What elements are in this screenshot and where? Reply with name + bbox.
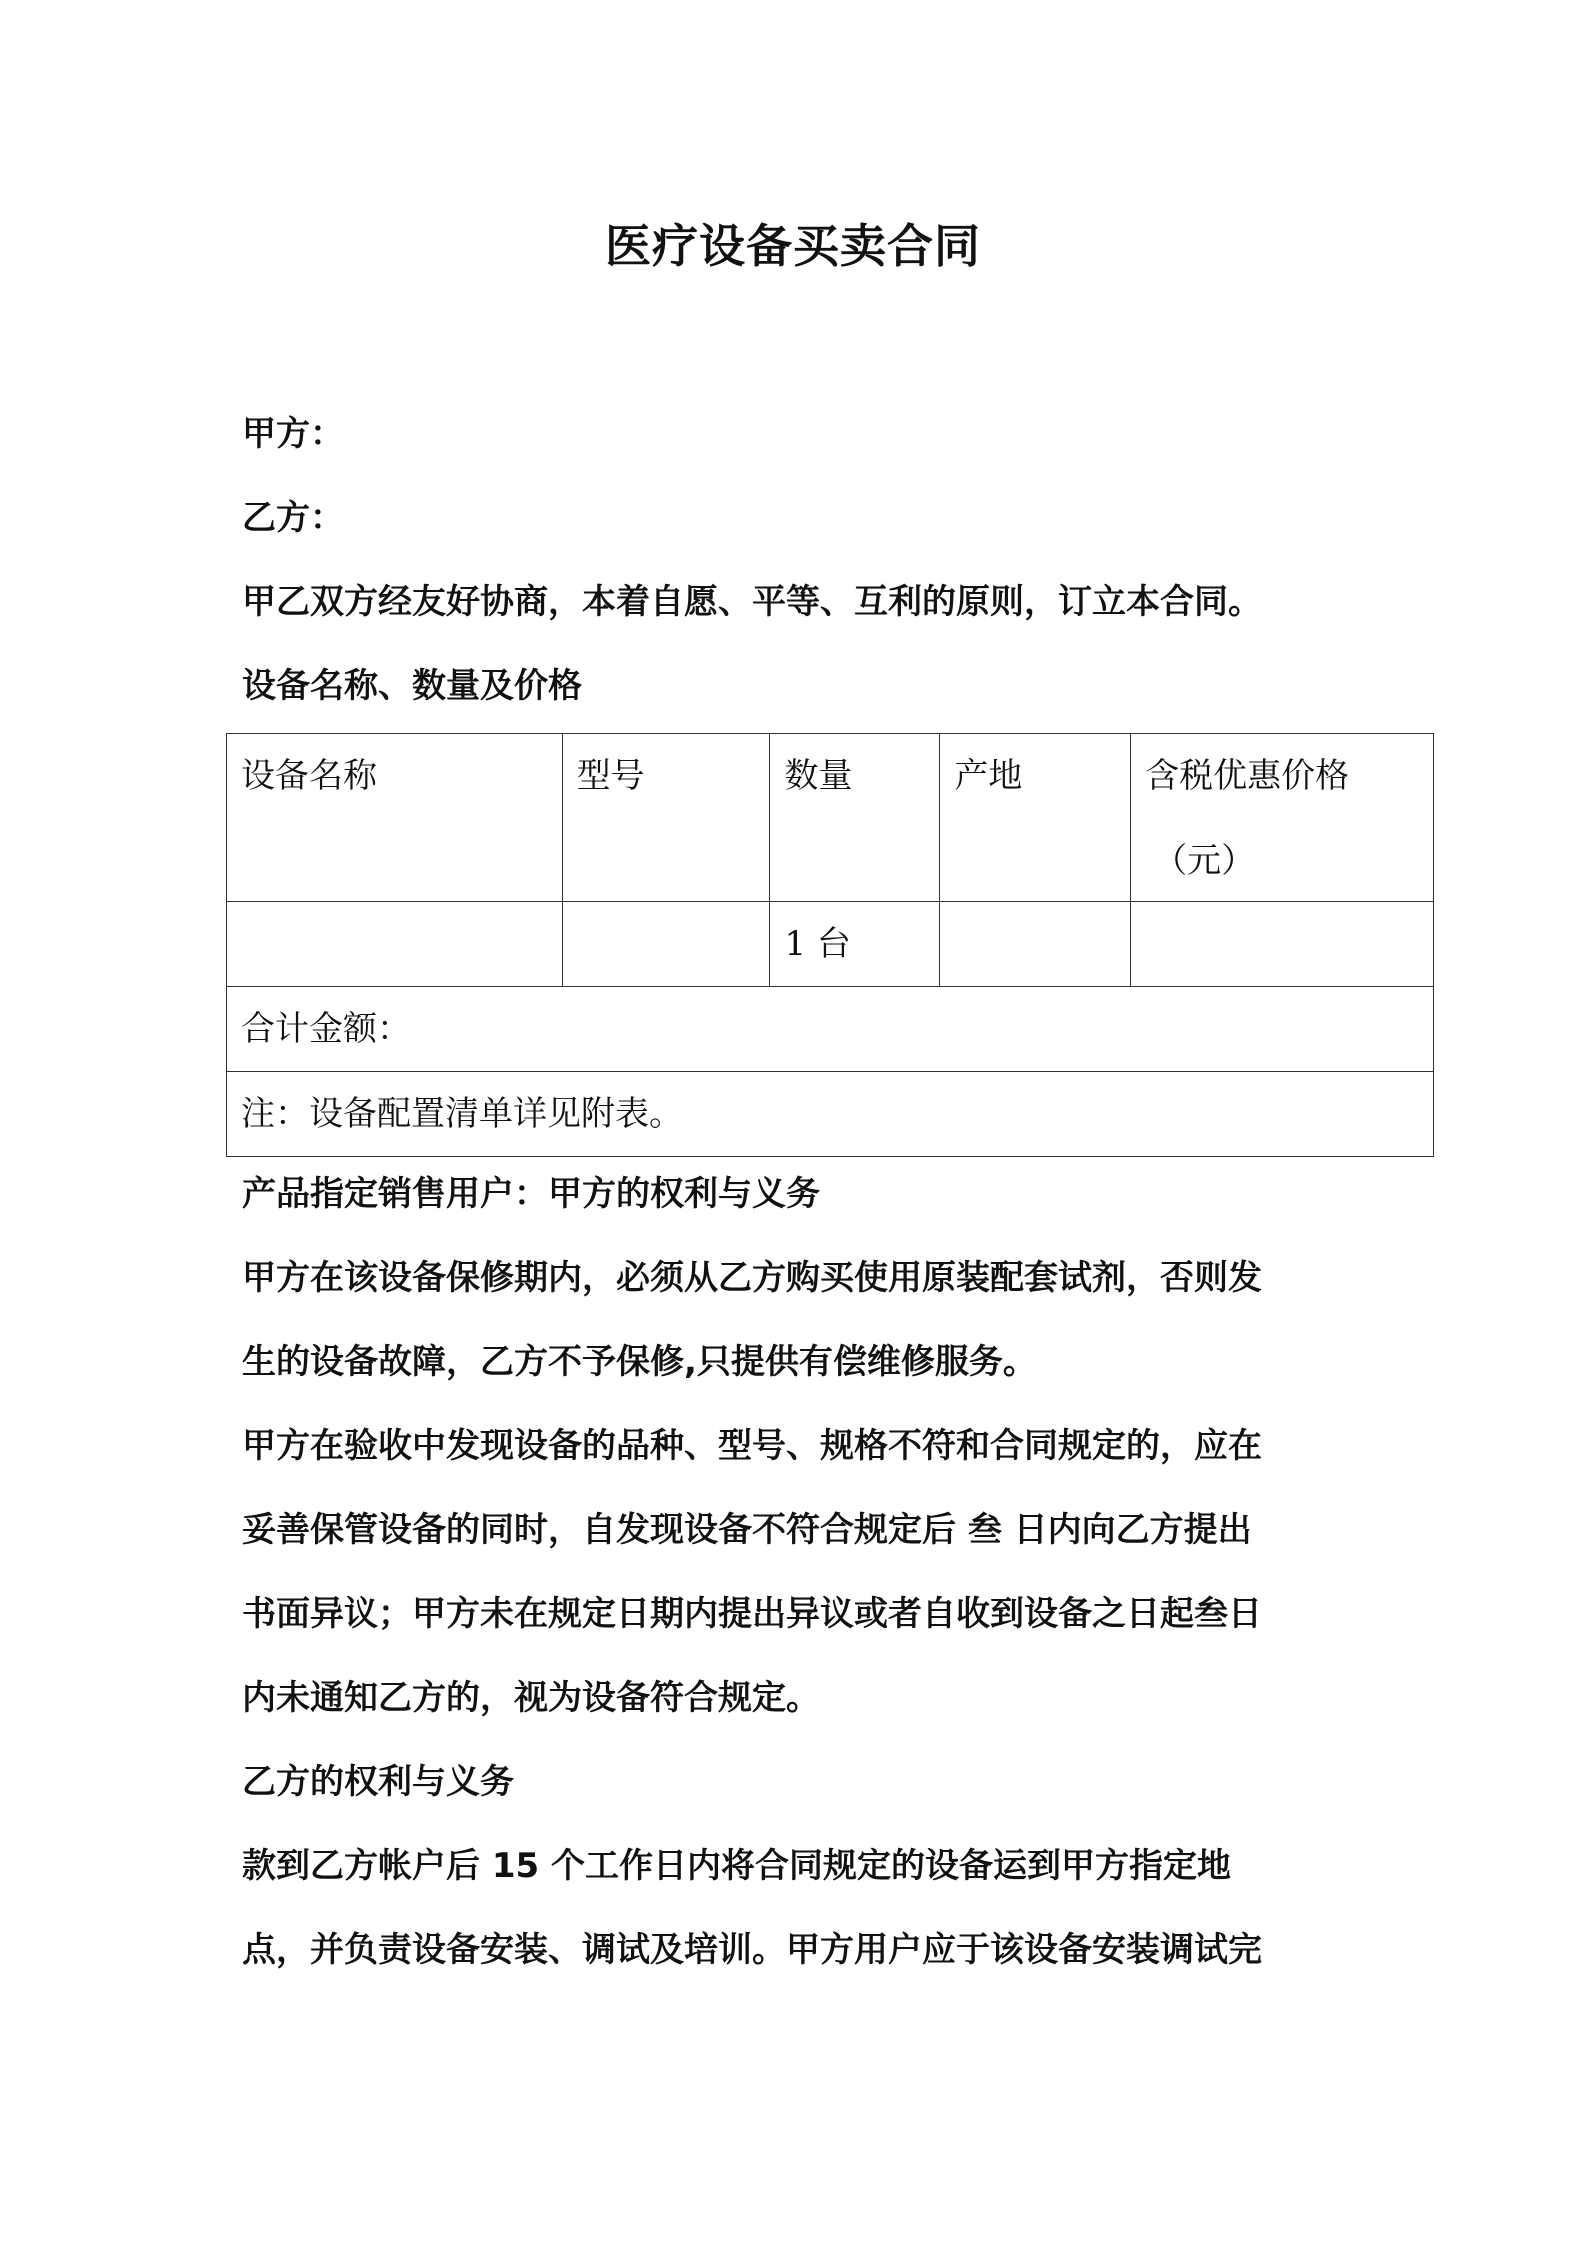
paragraph-line: 点，并负责设备安装、调试及培训。甲方用户应于该设备安装调试完 xyxy=(242,1930,1262,1970)
header-cell-origin: 产地 xyxy=(940,734,1131,902)
total-amount-label: 合计金额： xyxy=(227,987,1434,1072)
cell-name xyxy=(227,902,563,987)
paragraph-line: 生的设备故障，乙方不予保修,只提供有偿维修服务。 xyxy=(242,1342,1037,1382)
intro-paragraph: 甲乙双方经友好协商，本着自愿、平等、互利的原则，订立本合同。 xyxy=(242,582,1262,622)
header-cell-model: 型号 xyxy=(562,734,770,902)
cell-price xyxy=(1131,902,1434,987)
table-note-row xyxy=(227,1072,1434,1157)
section-heading-equipment: 设备名称、数量及价格 xyxy=(242,666,582,706)
equipment-table xyxy=(226,733,1434,1157)
document-title: 医疗设备买卖合同 xyxy=(605,219,981,273)
paragraph-line: 款到乙方帐户后 15 个工作日内将合同规定的设备运到甲方指定地 xyxy=(242,1846,1231,1886)
table-row xyxy=(227,902,1434,987)
header-cell-price xyxy=(1131,734,1434,902)
paragraph-line: 书面异议；甲方未在规定日期内提出异议或者自收到设备之日起叁日 xyxy=(242,1594,1262,1634)
section-heading-party-b-rights: 乙方的权利与义务 xyxy=(242,1762,514,1802)
paragraph-line: 甲方在该设备保修期内，必须从乙方购买使用原装配套试剂，否则发 xyxy=(242,1258,1262,1298)
header-cell-name: 设备名称 xyxy=(227,734,563,902)
party-a-label: 甲方： xyxy=(242,414,344,454)
header-cell-quantity: 数量 xyxy=(770,734,940,902)
paragraph-line: 甲方在验收中发现设备的品种、型号、规格不符和合同规定的，应在 xyxy=(242,1426,1262,1466)
paragraph-line: 内未通知乙方的，视为设备符合规定。 xyxy=(242,1678,820,1718)
cell-origin xyxy=(940,902,1131,987)
table-note: 注：设备配置清单详见附表。 xyxy=(227,1072,1434,1157)
section-heading-party-a-rights: 产品指定销售用户：甲方的权利与义务 xyxy=(242,1174,820,1214)
price-unit-label: （元） xyxy=(1153,841,1256,881)
table-header-row xyxy=(227,734,1434,902)
party-b-label: 乙方： xyxy=(242,498,344,538)
cell-quantity: 1 台 xyxy=(770,902,940,987)
cell-model xyxy=(562,902,770,987)
paragraph-line: 妥善保管设备的同时，自发现设备不符合规定后 叁 日内向乙方提出 xyxy=(242,1510,1252,1550)
price-header-label: 含税优惠价格 xyxy=(1145,756,1350,796)
table-total-row xyxy=(227,987,1434,1072)
